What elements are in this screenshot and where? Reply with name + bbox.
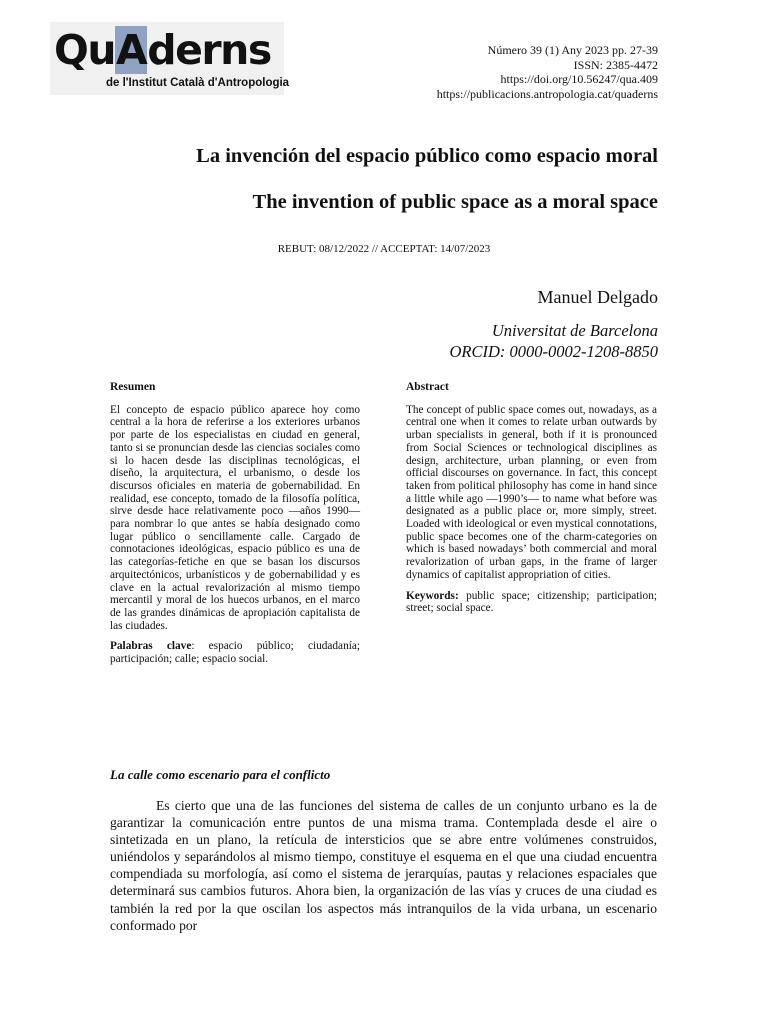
title-spanish: La invención del espacio público como espacio moral (196, 145, 658, 167)
journal-logo (50, 22, 290, 95)
keywords-list: public space; citizenship; participation; street; social space. (406, 589, 657, 615)
palabras-clave-list: : espacio público; ciudadanía; participación; calle; espacio social. (110, 640, 361, 666)
palabras-clave (110, 640, 360, 665)
issue-number: Número 39 (1) Any 2023 pp. 27-39 (487, 43, 658, 57)
abstract-heading: Abstract (406, 381, 449, 393)
keywords (406, 590, 657, 615)
issn: ISSN: 2385-4472 (573, 57, 658, 72)
logo-wordmark: QuAderns (54, 26, 271, 74)
author-name: Manuel Delgado (537, 287, 658, 307)
author-affiliation-block (449, 320, 658, 362)
issue-metadata (437, 43, 658, 101)
journal-url-link[interactable]: https://publicacions.antropologia.cat/quaderns (436, 86, 658, 101)
received-accepted-dates: REBUT: 08/12/2022 // ACCEPTAT: 14/07/2023 (277, 243, 491, 255)
author-affiliation: Universitat de Barcelona (491, 321, 658, 340)
abstract-column (406, 381, 657, 615)
resumen-text: El concepto de espacio público aparece hoy como central a la hora de referirse a los exteriores urbanos por parte de los especialistas en ciudad en general, tanto si se pronuncian desde las ciencias sociales como si lo hacen desde las disciplinas tecnológicas, el diseño, la arquitectura, el urbanismo, o desde los discursos oficiales en materia de gobernabilidad. En realidad, ese concepto, tomado de la filosofía política, sirve desde hace relativamente poco —años 1990— para nombrar lo que antes se había designado como lugar público o sencillamente calle. Cargado de connotaciones ideológicas, espacio público es una de las categorías-fetiche en que se basan los discursos arquitectónicos, urbanísticos y de gobernabilidad y es clave en la actual revalorización al mismo tiempo mercantil y moral de los huecos urbanos, en el marco de las grandes dinámicas de apropiación capitalista de las ciudades. (110, 403, 360, 632)
section-heading: La calle como escenario para el conflicto (110, 767, 331, 782)
doi-link[interactable]: https://doi.org/10.56247/qua.409 (500, 72, 658, 86)
resumen-column (110, 381, 360, 666)
logo-subtitle: de l'Institut Català d'Antropologia (106, 77, 290, 89)
body-paragraph: Es cierto que una de las funciones del sistema de calles de un conjunto urbano es la de garantizar la comunicación entre puntos de una misma trama. Contemplada desde el aire o sintetizada en un plano, la retícula de intersticios que se abre entre volúmenes construidos, uniéndolos y separándolos al mismo tiempo, constituye el esquema en el que una ciudad encuentra compendiada su morfología, así como el sistema de jerarquías, pautas y relaciones espaciales que determinará sus cambios futuros. Ahora bien, la organización de las vías y cruces de una ciudad es también la red por la que oscilan los aspectos más intranquilos de la vida urbana, un escenario conformado por (110, 798, 657, 933)
keywords-label: Keywords: (406, 589, 459, 602)
resumen-heading: Resumen (110, 381, 156, 393)
title-english: The invention of public space as a moral space (252, 191, 658, 213)
abstract-text: The concept of public space comes out, nowadays, as a central one when it comes to relate urban outwards by urban specialists in general, both if it is pronounced from Social Sciences or technological disciplines as design, architecture, urban planning, or even from official discourses on governance. In fact, this concept taken from political philosophy has come in hand since a little while ago —1990’s— to name what before was designated as a public place or, more simply, street. Loaded with ideological or even mystical connotations, public space becomes one of the charm-categories on which is based nowadays’ both commercial and moral revalorization of urban gaps, in the frame of larger dynamics of capitalist appropriation of cities. (406, 403, 657, 581)
palabras-clave-label: Palabras clave (110, 640, 192, 653)
author-orcid: ORCID: 0000-0002-1208-8850 (449, 342, 658, 361)
